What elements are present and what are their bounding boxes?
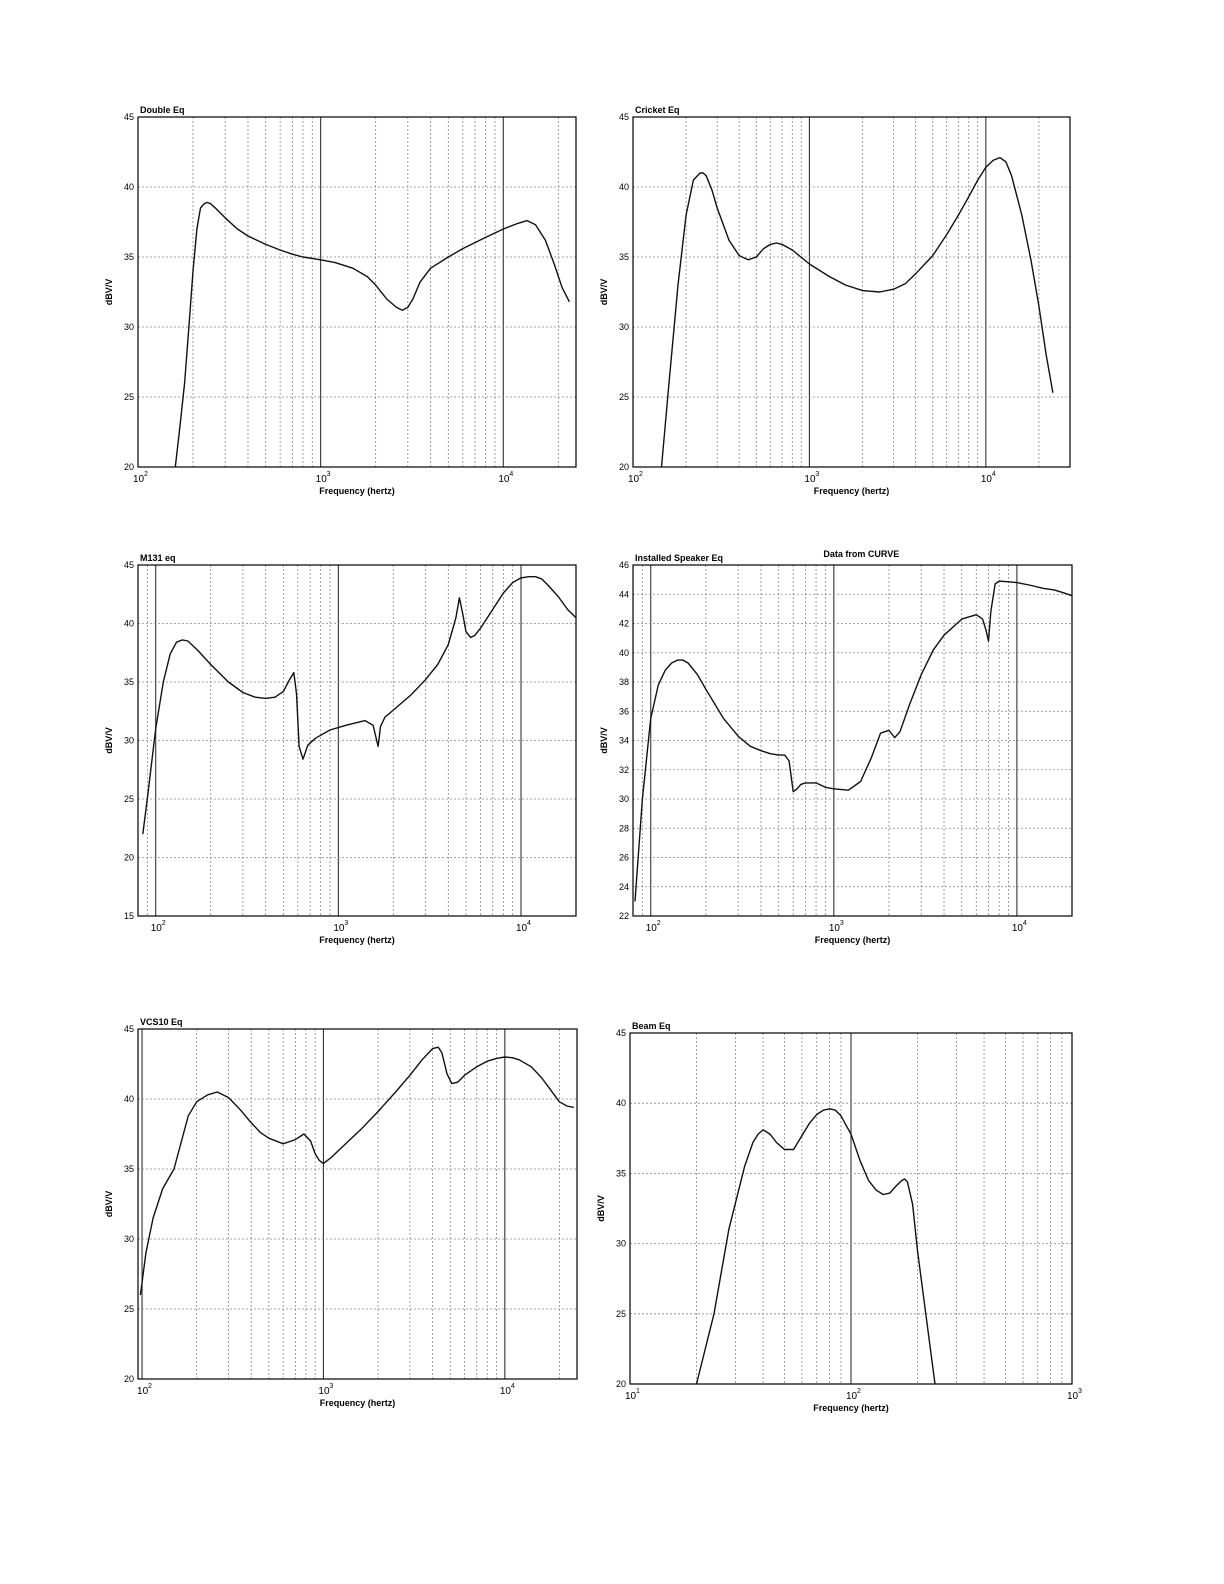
chart-3 [104, 553, 576, 945]
chart-6 [596, 1021, 1082, 1413]
y-tick-label: 20 [618, 462, 629, 472]
x-tick-label: 10 [846, 1391, 858, 1402]
y-tick-label: 20 [123, 462, 134, 472]
x-axis-label: Frequency (hertz) [319, 486, 395, 496]
y-tick-label: 45 [123, 560, 134, 570]
plot-frame [138, 1029, 577, 1379]
x-tick-exponent: 2 [148, 1383, 152, 1390]
x-tick-exponent: 3 [326, 471, 331, 478]
y-tick-label: 40 [618, 182, 629, 192]
chart-5 [104, 1017, 577, 1408]
y-tick-label: 40 [123, 1094, 134, 1104]
x-tick-label: 10 [625, 1391, 637, 1402]
x-tick-exponent: 4 [509, 471, 514, 478]
series-line-1 [140, 1047, 573, 1295]
y-axis-label: dBV/V [104, 1190, 114, 1218]
y-axis-label: dBV/V [596, 1195, 606, 1222]
y-tick-label: 45 [123, 112, 134, 122]
series-line-1 [697, 1109, 936, 1384]
x-tick-label: 10 [828, 923, 840, 934]
y-tick-label: 35 [123, 1164, 134, 1174]
y-axis-label: dBV/V [104, 278, 114, 306]
y-tick-label: 42 [618, 618, 629, 629]
y-axis-label: dBV/V [104, 727, 114, 754]
x-tick-exponent: 4 [510, 1383, 515, 1390]
y-tick-label: 25 [123, 794, 134, 804]
x-axis-label: Frequency (hertz) [813, 1403, 889, 1413]
y-tick-label: 35 [123, 677, 134, 687]
x-tick-label: 10 [150, 923, 162, 934]
x-tick-label: 10 [315, 474, 327, 485]
x-tick-label: 10 [318, 1386, 330, 1397]
y-tick-label: 28 [618, 823, 629, 834]
x-tick-exponent: 2 [161, 920, 166, 927]
y-tick-label: 35 [618, 252, 629, 262]
x-tick-exponent: 3 [1078, 1388, 1082, 1395]
y-axis-label: dBV/V [599, 727, 609, 754]
x-axis-label: Frequency (hertz) [319, 1398, 396, 1408]
x-tick-exponent: 4 [527, 920, 531, 927]
series-line-1 [143, 577, 576, 834]
y-tick-label: 30 [123, 735, 134, 746]
chart-title: VCS10 Eq [140, 1017, 183, 1027]
y-tick-label: 25 [123, 392, 134, 402]
y-tick-label: 24 [618, 881, 629, 892]
series-line-1 [662, 158, 1053, 467]
y-tick-label: 40 [618, 647, 629, 658]
x-tick-label: 10 [133, 474, 145, 485]
chart-title: Double Eq [140, 105, 185, 115]
x-tick-exponent: 2 [144, 471, 148, 478]
y-tick-label: 30 [618, 794, 629, 804]
y-tick-label: 30 [123, 1234, 134, 1244]
y-tick-label: 45 [615, 1028, 626, 1038]
plot-frame [138, 117, 576, 467]
y-tick-label: 45 [123, 1024, 134, 1034]
y-tick-label: 20 [615, 1379, 626, 1389]
chart-title: M131 eq [140, 553, 176, 563]
y-tick-label: 25 [615, 1308, 626, 1319]
y-tick-label: 40 [123, 618, 134, 629]
x-tick-label: 10 [499, 1386, 511, 1397]
x-tick-label: 10 [333, 923, 345, 934]
x-tick-exponent: 4 [1022, 920, 1027, 927]
y-tick-label: 36 [618, 706, 629, 717]
y-tick-label: 40 [123, 182, 134, 192]
y-tick-label: 45 [618, 112, 629, 122]
x-tick-label: 10 [516, 923, 528, 934]
x-tick-label: 10 [1067, 1391, 1079, 1402]
x-tick-exponent: 2 [857, 1388, 861, 1395]
x-axis-label: Frequency (hertz) [319, 935, 395, 945]
y-tick-label: 46 [618, 560, 629, 570]
chart-title: Beam Eq [632, 1021, 671, 1031]
y-axis-label: dBV/V [599, 278, 609, 306]
y-tick-label: 22 [618, 911, 629, 921]
chart-2 [599, 105, 1070, 496]
plot-frame [633, 117, 1070, 467]
x-tick-label: 10 [980, 474, 992, 485]
chart-title: Installed Speaker Eq [635, 553, 724, 563]
x-axis-label: Frequency (hertz) [814, 935, 891, 945]
series-line-1 [635, 581, 1072, 901]
x-tick-exponent: 4 [991, 471, 996, 478]
x-tick-exponent: 3 [839, 920, 844, 927]
x-tick-label: 10 [1011, 923, 1024, 934]
y-tick-label: 38 [618, 677, 629, 687]
y-tick-label: 25 [618, 392, 629, 402]
y-tick-label: 26 [618, 852, 629, 863]
y-tick-label: 40 [615, 1098, 626, 1109]
chart-4 [599, 549, 1072, 945]
y-tick-label: 35 [615, 1168, 626, 1179]
chart-title: Cricket Eq [635, 105, 680, 115]
y-tick-label: 44 [618, 589, 629, 600]
y-tick-label: 30 [618, 322, 629, 332]
x-tick-label: 10 [645, 923, 657, 934]
x-axis-label: Frequency (hertz) [813, 486, 890, 496]
x-tick-exponent: 2 [656, 920, 661, 927]
y-tick-label: 15 [123, 911, 134, 921]
chart-subtitle: Data from CURVE [823, 549, 900, 559]
y-tick-label: 35 [123, 252, 134, 262]
x-tick-exponent: 3 [344, 920, 349, 927]
y-tick-label: 20 [123, 852, 134, 863]
x-tick-label: 10 [804, 474, 816, 485]
y-tick-label: 30 [615, 1238, 626, 1249]
x-tick-label: 10 [628, 474, 640, 485]
y-tick-label: 30 [123, 322, 134, 332]
y-tick-label: 25 [123, 1304, 134, 1314]
series-line-1 [175, 202, 569, 467]
y-tick-label: 20 [123, 1374, 134, 1384]
x-tick-exponent: 2 [639, 471, 643, 478]
x-tick-exponent: 3 [329, 1383, 334, 1390]
chart-1 [104, 105, 576, 496]
y-tick-label: 34 [618, 735, 629, 746]
x-tick-exponent: 3 [815, 471, 820, 478]
x-tick-label: 10 [498, 474, 510, 485]
x-tick-label: 10 [137, 1386, 149, 1397]
x-tick-exponent: 1 [636, 1388, 640, 1395]
y-tick-label: 32 [618, 764, 629, 775]
